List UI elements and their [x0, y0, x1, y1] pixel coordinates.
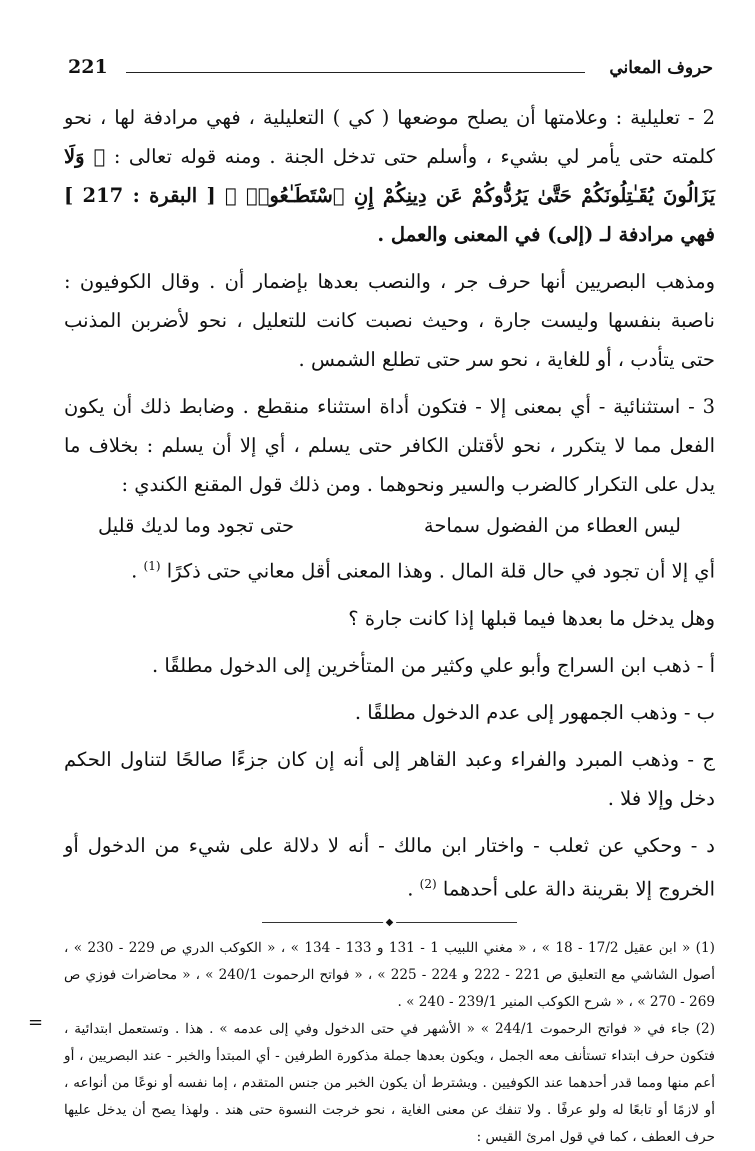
paragraph-meaning: أي إلا أن تجود في حال قلة المال . وهذا المعنى أقل معاني حتى ذكرًا $^{(1)}$ . — [131, 559, 715, 583]
footnote-ref-1: (1) — [143, 559, 161, 573]
paragraph-causal-end: [ البقرة : 217 ] فهي مرادفة لـ (إلى) في المعنى والعمل . — [64, 184, 715, 246]
paragraph-opinion-b: ب - وذهب الجمهور إلى عدم الدخول مطلقًا . — [354, 700, 715, 724]
page-header — [64, 50, 715, 84]
footnote-2: (2) جاء في « فواتح الرحموت 244/1 » « الأشهر في حتى الدخول وفي إلى عدمه » . هذا . وتستعمل ابتدائية ، فتكون حرف ابتداء تستأنف معه الجمل ، ويكون بعدها جملة مذكورة الطرفين - أي المبتدأ والخبر - عند البصريين ، أو أعم منها ومما قدر أحدهما عند الكوفيين . ويشترط أن يكون الخبر من جنس المتقدم ، إما نفسه أو نوعًا من أنواعه ، أو لازمًا أو تابعًا له ولو عرفًا . ولا تنفك عن معنى الغاية ، نحو خرجت النسوة حتى هند . ولهذا يصح أن يدخل عليها حرف العطف ، كما في قول امرئ القيس : — [64, 1021, 716, 1145]
paragraph-opinion-d: د - وحكي عن ثعلب - واختار ابن مالك - أنه لا دلالة على شيء من الدخول أو الخروج إلا بقرينة دالة على أحدهما $^{(2)}$ . — [64, 833, 715, 900]
paragraph-causal-start: 2 - تعليلية : وعلامتها أن يصلح موضعها ( كي ) التعليلية ، فهي مرادفة لها ، نحو كلمته حتى يأمر لي بشيء ، وأسلم حتى تدخل الجنة . ومنه قوله تعالى : — [64, 106, 715, 168]
paragraph-question: وهل يدخل ما بعدها فيما قبلها إذا كانت جارة ؟ — [348, 606, 715, 630]
document-page — [64, 50, 715, 1151]
verse-second-hemistich: حتى تجود وما لديك قليل — [98, 514, 295, 537]
paragraph-causal — [64, 98, 715, 254]
page-number: 221 — [68, 56, 108, 78]
verse-first-hemistich: ليس العطاء من الفضول سماحة — [423, 514, 681, 537]
paragraph-opinion-c: ج - وذهب المبرد والفراء وعبد القاهر إلى أنه إن كان جزءًا صالحًا لتناول الحكم دخل وإلا فلا . — [64, 747, 715, 810]
footnotes — [64, 935, 715, 1151]
footnote-1: (1) « ابن عقيل 17/2 - 18 » ، « مغني اللبيب 1 - 131 و 133 - 134 » ، « الكوكب الدري ص 229 - 230 » ، أصول الشاشي مع التعليق ص 221 - 222 و 224 - 225 » ، « فواتح الرحموت 240/1 » ، « محاضرات فوزي ص 269 - 270 » ، « شرح الكوكب المنير 239/1 - 240 » . — [64, 940, 715, 1010]
paragraph-meaning-text: أي إلا أن تجود في حال قلة المال . وهذا المعنى أقل معاني حتى ذكرًا — [166, 559, 715, 583]
margin-mark: = — [28, 1012, 44, 1033]
separator-ornament: ◆ — [383, 917, 397, 928]
paragraph-opinion-a: أ - ذهب ابن السراج وأبو علي وكثير من المتأخرين إلى الدخول مطلقًا . — [151, 653, 715, 677]
running-title: حروف المعاني — [609, 58, 713, 78]
paragraph-exceptive: 3 - استثنائية - أي بمعنى إلا - فتكون أداة استثناء منقطع . وضابط ذلك أن يكون الفعل مما لا يتكرر ، نحو لأقتلن الكافر حتى يسلم ، أي إلا أن يسلم : بخلاف ما يدل على التكرار كالضرب والسير ونحوهما . ومن ذلك قول المقنع الكندي : — [64, 395, 715, 496]
paragraph-opinion-d-text: د - وحكي عن ثعلب - واختار ابن مالك - أنه لا دلالة على شيء من الدخول أو الخروج إلا بقرينة دالة على أحدهما — [64, 833, 715, 900]
paragraph-schools: ومذهب البصريين أنها حرف جر ، والنصب بعدها بإضمار أن . وقال الكوفيون : ناصبة بنفسها وليست جارة ، وحيث نصبت كانت للتعليل ، نحو لأضربن المذنب حتى يتأدب ، أو للغاية ، نحو سر حتى تطلع الشمس . — [64, 270, 715, 371]
footnote-ref-2: (2) — [419, 876, 437, 891]
header-rule — [126, 72, 585, 73]
poetry-verse — [64, 506, 715, 545]
main-text — [64, 98, 715, 908]
footnote-separator — [262, 917, 517, 928]
quran-verse: ﴿ وَلَا يَزَالُونَ يُقَـٰتِلُونَكُمْ حَتَّىٰ يَرُدُّوكُمْ عَن دِينِكُمْ إِنِ ٱسْتَطَـٰعُوا۟ ﴾ — [64, 145, 715, 207]
